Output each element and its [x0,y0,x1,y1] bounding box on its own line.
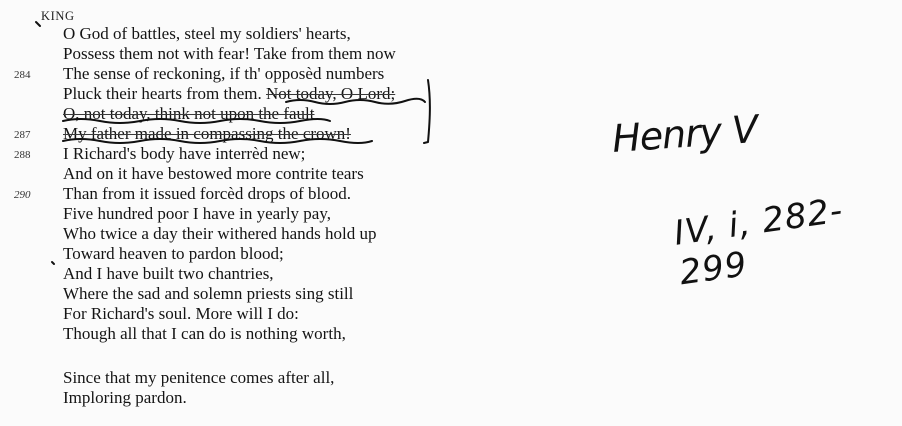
verse-line: Than from it issued forcèd drops of blood. [63,184,351,203]
scribble-mark [63,119,330,123]
verse-line: Possess them not with fear! Take from them now [63,44,396,63]
verse-line: Toward heaven to pardon blood; [63,244,284,263]
handwritten-play-title: Henry V [610,106,759,162]
verse-line: Who twice a day their withered hands hold up [63,224,377,243]
verse-line-struck: O, not today, think not upon the fault [63,104,315,123]
verse-line: For Richard's soul. More will I do: [63,304,299,323]
line-number: 287 [14,129,31,141]
verse-line: Where the sad and solemn priests sing still [63,284,354,303]
margin-bracket [424,80,430,143]
verse-line: Five hundred poor I have in yearly pay, [63,204,331,223]
verse-line-struck: My father made in compassing the crown! [63,124,351,143]
verse-text: Pluck their hearts from them. [63,84,262,103]
struck-text: Not today, O Lord; [266,84,396,103]
scribble-mark [63,139,372,143]
line-number: 288 [14,149,31,161]
verse-line: And on it have bestowed more contrite tears [63,164,364,183]
verse-line: And I have built two chantries, [63,264,274,283]
verse-line: The sense of reckoning, if th' opposèd numbers [63,64,385,83]
line-number: 284 [14,69,31,81]
verse-line: O God of battles, steel my soldiers' hearts, [63,24,351,43]
ink-speck [52,262,54,264]
line-number: 290 [14,189,31,201]
verse-line: Imploring pardon. [63,388,187,407]
scribble-mark [286,99,425,104]
speaker-label: KING [41,9,75,23]
verse-line: I Richard's body have interrèd new; [63,144,306,163]
verse-line: Since that my penitence comes after all, [63,368,335,387]
verse-line: Though all that I can do is nothing worth, [63,324,346,343]
handwritten-reference: IV, i, 282-299 [671,190,846,294]
ink-speck [36,22,40,26]
